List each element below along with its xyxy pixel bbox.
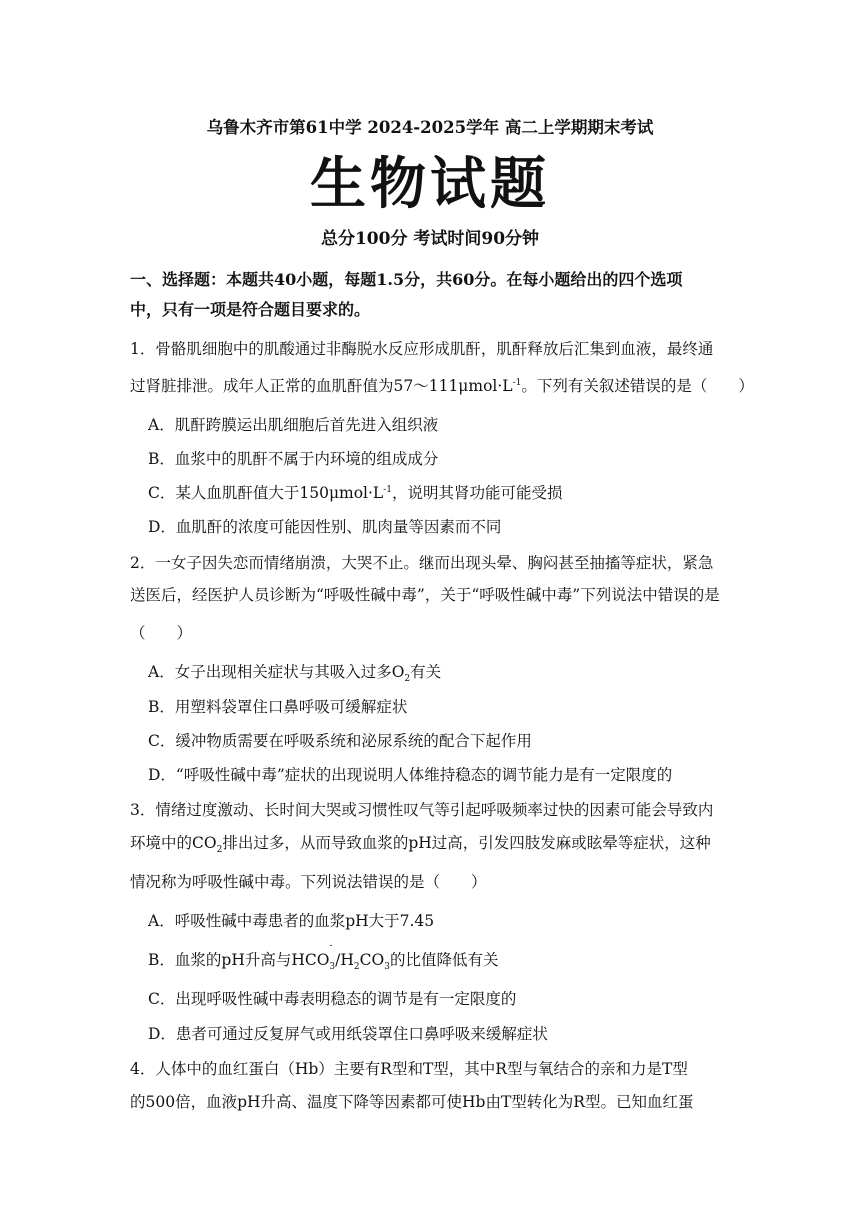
question-3-option-a: A．呼吸性碱中毒患者的血浆pH大于7.45 (148, 912, 435, 930)
question-3-option-c: C．出现呼吸性碱中毒表明稳态的调节是有一定限度的 (148, 990, 517, 1008)
question-3-option-d: D．患者可通过反复屏气或用纸袋罩住口鼻呼吸来缓解症状 (148, 1025, 548, 1043)
exam-subtitle: 总分100分 考试时间90分钟 (320, 229, 540, 249)
question-4-line-1: 4．人体中的血红蛋白（Hb）主要有R型和T型，其中R型与氧结合的亲和力是T型 (130, 1060, 688, 1078)
question-2-line-3: （ ） (130, 624, 193, 642)
section-heading-line-1: 一、选择题：本题共40小题，每题1.5分，共60分。在每小题给出的四个选项 (130, 270, 683, 289)
question-1-option-b: B．血浆中的肌酐不属于内环境的组成成分 (148, 450, 439, 468)
page-title: 生物试题 (310, 152, 550, 217)
question-3-option-b: B．血浆的pH升高与HCO - $_3/H_2CO_3$的比值降低有关 (148, 941, 499, 973)
question-2-line-1: 2．一女子因失恋而情绪崩溃，大哭不止。继而出现头晕、胸闷甚至抽搐等症状，紧急 (130, 554, 714, 572)
question-2-line-2: 送医后，经医护人员诊断为“呼吸性碱中毒”，关于“呼吸性碱中毒”下列说法中错误的是 (130, 586, 720, 604)
question-2-option-a: A．女子出现相关症状与其吸入过多$O_2$有关 (148, 663, 442, 685)
question-2-option-c: C．缓冲物质需要在呼吸系统和泌尿系统的配合下起作用 (148, 732, 532, 750)
question-1-line-2: 过肾脏排泄。成年人正常的血肌酐值为$57\sim 111\mu mol\cdot L^{-1}$。下列有关叙述错误的是（ ） (130, 377, 754, 395)
question-2-option-d: D．“呼吸性碱中毒”症状的出现说明人体维持稳态的调节能力是有一定限度的 (148, 766, 673, 784)
question-3-line-2: 环境中的$CO_2$排出过多，从而导致血浆的pH过高，引发四肢发麻或眩晕等症状，这种 (130, 834, 711, 856)
question-3-line-3: 情况称为呼吸性碱中毒。下列说法错误的是（ ） (130, 873, 487, 891)
question-1-line-1: 1．骨骼肌细胞中的肌酸通过非酶脱水反应形成肌酐，肌酐释放后汇集到血液，最终通 (130, 340, 714, 358)
question-1-option-a: A．肌酐跨膜运出肌细胞后首先进入组织液 (148, 416, 439, 434)
exam-header: 乌鲁木齐市第61中学 2024-2025学年 高二上学期期末考试 (206, 118, 654, 137)
section-heading-line-2: 中，只有一项是符合题目要求的。 (130, 300, 371, 319)
question-3-line-1: 3．情绪过度激动、长时间大哭或习惯性叹气等引起呼吸频率过快的因素可能会导致内 (130, 801, 714, 819)
question-4-line-2: 的500倍，血液pH升高、温度下降等因素都可使Hb由T型转化为R型。已知血红蛋 (130, 1093, 694, 1111)
question-2-option-b: B．用塑料袋罩住口鼻呼吸可缓解症状 (148, 698, 408, 716)
question-1-option-c: C．某人血肌酐值大于$150\mu mol\cdot L^{-1}$，说明其肾功能可能受损 (148, 484, 563, 502)
question-1-option-d: D．血肌酐的浓度可能因性别、肌肉量等因素而不同 (148, 518, 502, 536)
